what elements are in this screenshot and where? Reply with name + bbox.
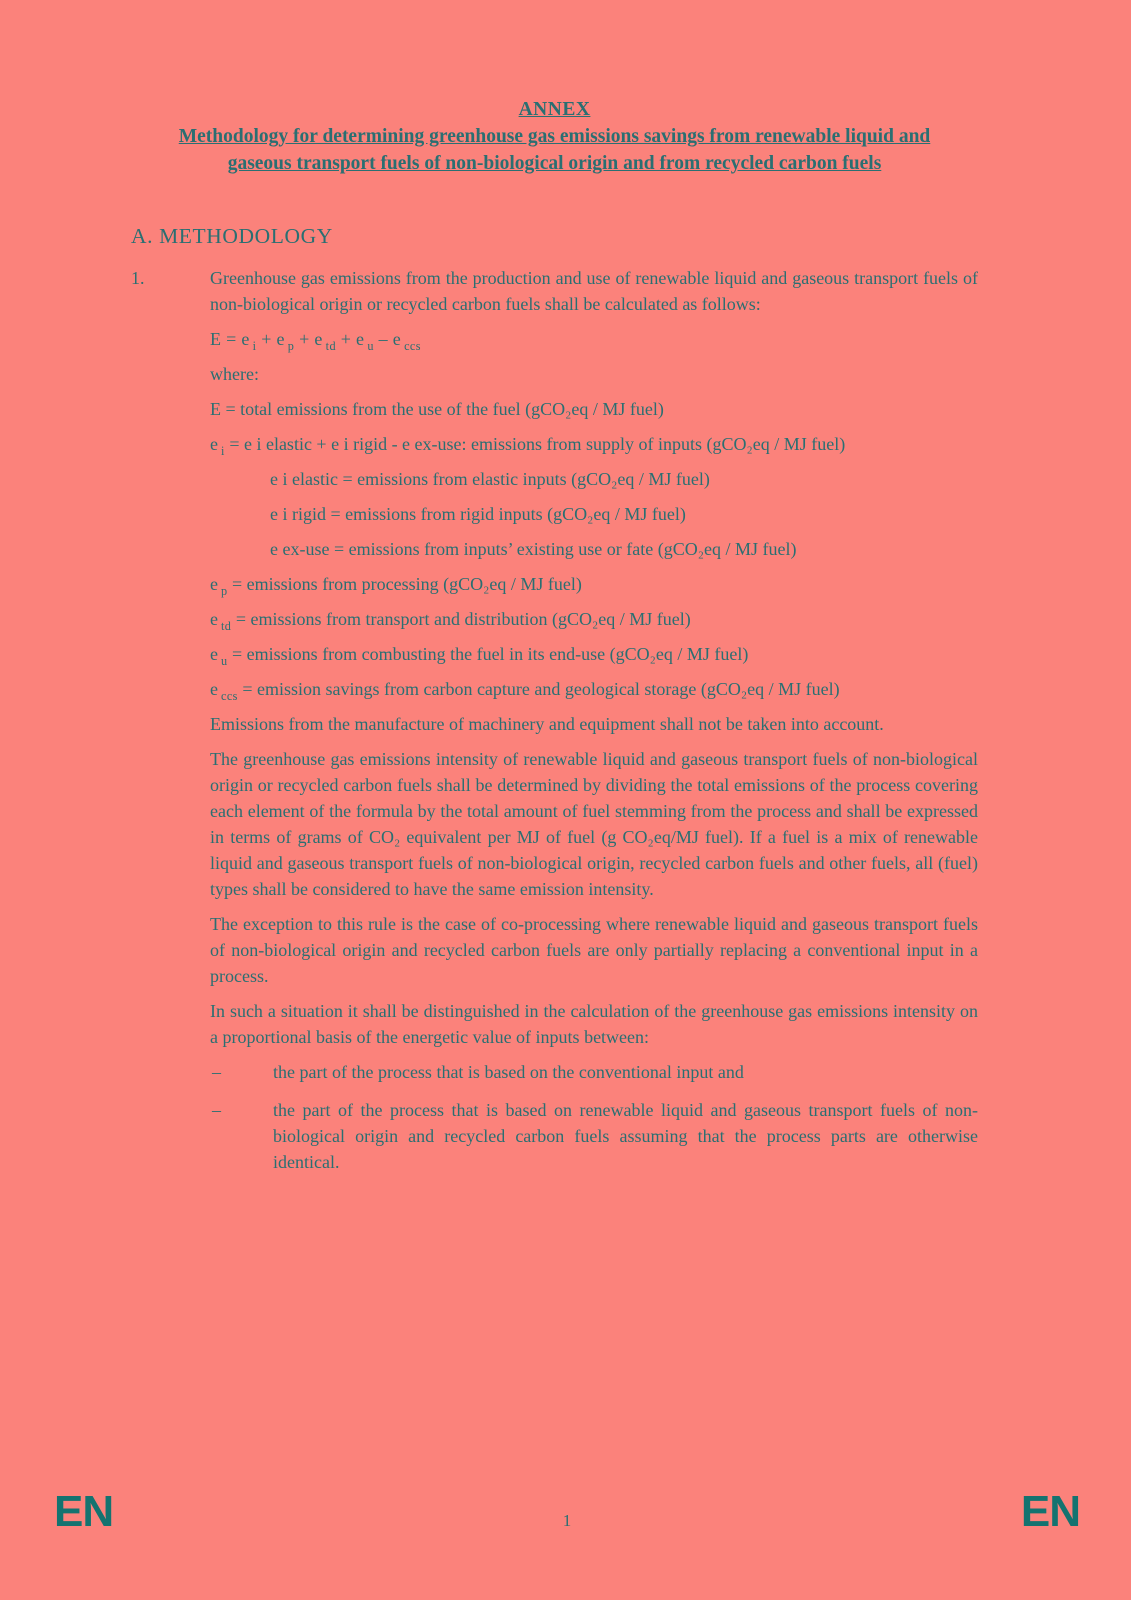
dash-list-item (210, 1097, 978, 1175)
formula-text: + e (294, 329, 323, 349)
document-subtitle: Methodology for determining greenhouse gas emissions savings from renewable liquid and gaseous transport fuels of non-biological origin and from recycled carbon fuels (178, 126, 931, 174)
definition-text: e (210, 609, 218, 629)
definition-line (210, 606, 978, 632)
formula-text: + e (256, 329, 285, 349)
dash-list (210, 1059, 978, 1175)
body-paragraph: The exception to this rule is the case of co-processing where renewable liquid and gaseous transport fuels of non-biological origin and recycled carbon fuels are only partially replacing a conventional input in a process. (210, 914, 978, 986)
definition-subscript: td (221, 618, 232, 633)
definition-subscript: ccs (221, 688, 238, 703)
definition-line (210, 571, 978, 597)
definition-line (210, 536, 978, 562)
footer-lang-right: EN (1020, 1487, 1080, 1536)
definition-subscript: i (221, 443, 225, 458)
formula-subscript: i (252, 338, 257, 353)
numbered-item-1 (131, 265, 978, 1175)
definition-line (210, 466, 978, 492)
body-paragraph: The greenhouse gas emissions intensity of renewable liquid and gaseous transport fuels of non-biological origin or recycled carbon fuels shall be determined by dividing the total emissions of the process covering each element of the formula by the total amount of fuel stemming from the process and shall be expressed in terms of grams of CO₂ equivalent per MJ of fuel (g CO₂eq/MJ fuel). If a fuel is a mix of renewable liquid and gaseous transport fuels of non-biological origin, recycled carbon fuels and other fuels, all (fuel) types shall be considered to have the same emission intensity. (210, 749, 978, 899)
dash-item-text: the part of the process that is based on the conventional input and (273, 1062, 744, 1082)
definitions-list (210, 396, 978, 702)
definition-subscript: p (221, 583, 228, 598)
formula-text: + e (336, 329, 365, 349)
definition-text: = e i elastic + e i rigid - e ex-use: emissions from supply of inputs (gCO₂eq / MJ fuel) (224, 434, 846, 454)
section-heading: A. METHODOLOGY (131, 224, 333, 248)
definition-text: e i rigid = emissions from rigid inputs (gCO₂eq / MJ fuel) (270, 504, 686, 524)
formula-subscript: td (325, 338, 336, 353)
body-paragraph: Emissions from the manufacture of machinery and equipment shall not be taken into account. (210, 714, 884, 734)
item-number: 1. (131, 268, 145, 288)
definition-text: e (210, 679, 218, 699)
dash-item-text: the part of the process that is based on renewable liquid and gaseous transport fuels of non-biological origin and recycled carbon fuels assuming that the process parts are otherwise identical. (273, 1100, 978, 1172)
footer-lang-left: EN (54, 1487, 114, 1536)
formula-text: – e (373, 329, 402, 349)
formula-subscript: ccs (404, 338, 421, 353)
formula-subscript: p (287, 338, 295, 353)
definition-text: e ex-use = emissions from inputs’ existing use or fate (gCO₂eq / MJ fuel) (270, 539, 797, 559)
formula-subscript: u (367, 338, 374, 353)
definition-text: = emissions from transport and distribution (gCO₂eq / MJ fuel) (231, 609, 691, 629)
body-paragraphs (210, 711, 978, 1050)
definition-text: e (210, 644, 218, 664)
definition-text: e (210, 574, 218, 594)
definition-text: e i elastic = emissions from elastic inputs (gCO₂eq / MJ fuel) (270, 469, 710, 489)
definition-text: = emission savings from carbon capture and geological storage (gCO₂eq / MJ fuel) (237, 679, 840, 699)
definition-line (210, 396, 978, 422)
where-label: where: (210, 364, 259, 384)
dash-marker: – (212, 1100, 221, 1120)
formula-text: E = e (210, 329, 250, 349)
page-number: 1 (562, 1511, 572, 1530)
definition-text: = emissions from combusting the fuel in its end-use (gCO₂eq / MJ fuel) (227, 644, 749, 664)
dash-list-item (210, 1059, 978, 1085)
definition-line (210, 501, 978, 527)
emissions-formula (210, 326, 978, 352)
definition-subscript: u (221, 653, 228, 668)
definition-text: e (210, 434, 218, 454)
document-content (131, 96, 978, 1187)
item-intro-paragraph: Greenhouse gas emissions from the production and use of renewable liquid and gaseous transport fuels of non-biological origin or recycled carbon fuels shall be calculated as follows: (210, 268, 978, 314)
definition-line (210, 676, 978, 702)
dash-marker: – (212, 1062, 221, 1082)
document-header (131, 96, 978, 177)
definition-line (210, 431, 978, 457)
annex-title: ANNEX (518, 99, 591, 120)
definition-text: = emissions from processing (gCO₂eq / MJ fuel) (227, 574, 582, 594)
body-paragraph: In such a situation it shall be distinguished in the calculation of the greenhouse gas emissions intensity on a proportional basis of the energetic value of inputs between: (210, 1001, 978, 1047)
definition-line (210, 641, 978, 667)
page-footer (0, 1487, 1131, 1536)
definition-text: E = total emissions from the use of the fuel (gCO₂eq / MJ fuel) (210, 399, 664, 419)
